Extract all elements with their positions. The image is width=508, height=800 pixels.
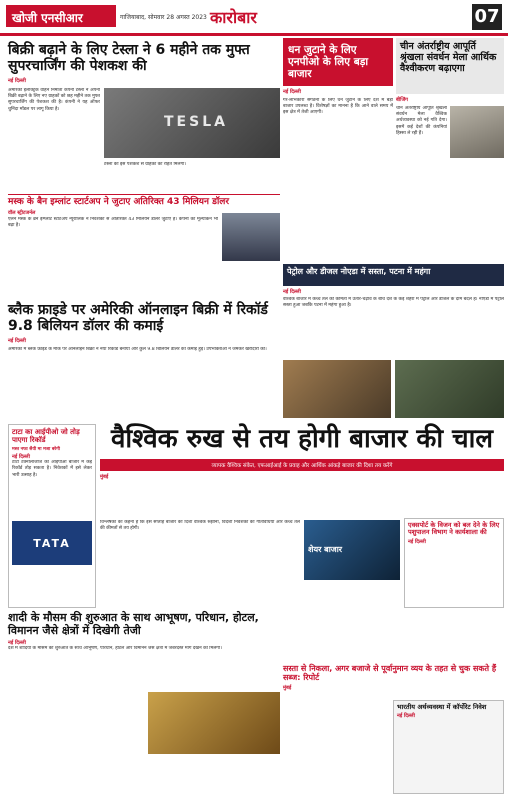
story-expo-byline: नई दिल्ली [408,538,426,545]
story-musk-body: एलन मस्क के ब्रेन इम्प्लांट स्टार्टअप न्यूरालिंक ने निवेशकों से अतिरिक्त 43 मिलियन डॉलर जुटाए हैं। कंपनी का मूल्यांकन भी बढ़ा है। [8,217,218,229]
story-wedding-body: देश में शादियों के मौसम की शुरुआत के साथ आभूषण, परिधान, होटल और विमानन जैसे क्षेत्रों में जबरदस्त मांग देखने को मिलेगी। [8,646,222,652]
musk-photo [222,213,280,261]
story-gold-byline: मुंबई [283,685,292,692]
jewelry-photo [148,692,280,754]
story-tesla-caption: टेस्ला की इस पेशकश से ग्राहकों को राहत मिलेगी। [104,162,187,167]
story-musk-byline: वॉल स्ट्रीटजर्नल [8,210,36,217]
story-oil-box [393,700,504,794]
story-supply-byline: बीजिंग [396,97,408,103]
story-market-headline: वैश्विक रुख से तय होगी बाजार की चाल [110,424,494,454]
story-wedding [8,612,280,796]
column-divider [8,194,280,195]
stock-photo-label: शेयर बाजार [308,545,343,554]
page-number: 07 [472,4,502,30]
story-tata-byline: नई दिल्ली [12,454,30,461]
story-npo-body: गैर-लाभकारी संगठनों के लिए धन जुटाने के लिए देश में बड़ा बाजार उपलब्ध है। विशेषज्ञों का मानना है कि आने वाले समय में इस क्षेत्र में तेजी आएगी। [283,98,393,116]
story-supply-body: चीन अंतर्राष्ट्रीय आपूर्ति श्रृंखला संवर्धन मेला वैश्विक अर्थव्यवस्था को नई गति देगा। इसमें कई देशों की कंपनियां हिस्सा ले रही हैं। [396,106,447,136]
issue-date: गाजियाबाद, सोमवार 28 अगस्त 2023 [120,14,207,21]
story-black-friday [8,302,280,422]
story-friday-byline: नई दिल्ली [8,338,26,345]
story-npo-byline: नई दिल्ली [283,89,301,95]
story-market-byline: मुंबई [100,474,109,481]
story-npo-headline: धन जुटाने के लिए एनपीओ के लिए बड़ा बाजार [283,38,393,86]
story-tesla-headline: बिक्री बढ़ाने के लिए टेस्ला ने 6 महीने तक मुफ्त सुपरचार्जिंग की पेशकश की [8,42,250,75]
story-petrol-headline: पेट्रोल और डीजल नोएडा में सस्ता, पटना में महंगा [283,264,504,286]
oil-barrel-photo [395,360,504,418]
tesla-logo: TESLA [164,114,228,130]
story-gold-headline: सस्ता से निकला, अगर बजाजे से पूर्वानुमान व्यय के तहत से चुक सकते हैं सब्ज: रिपोर्ट [283,664,497,683]
story-tesla-byline: नई दिल्ली [8,78,26,85]
tata-logo-photo [12,521,92,565]
story-market-strap: व्यापक वैश्विक संकेत, एफआईआई के प्रवाह और आर्थिक आंकड़े बाजार की दिशा तय करेंगे [100,459,504,471]
story-tata-ipo [8,424,96,608]
story-musk-headline: मस्क के बैन इम्लांट स्टार्टअप ने जुटाए अतिरिक्त 43 मिलियन डॉलर [8,197,230,207]
masthead [0,0,508,36]
story-wedding-headline: शादी के मौसम की शुरुआत के साथ आभूषण, परिधान, होटल, विमानन जैसे क्षेत्रों में दिखेगी तेजी [8,611,259,637]
story-petrol-byline: नई दिल्ली [283,289,301,295]
story-friday-headline: ब्लैक फ्राइडे पर अमेरिकी ऑनलाइन बिक्री में रिकॉर्ड 9.8 बिलियन डॉलर की कमाई [8,302,268,335]
tata-logo-text: TATA [33,536,71,550]
story-expo [404,518,504,608]
tesla-photo [104,88,280,158]
story-musk [8,197,280,295]
story-npo [283,38,393,260]
newspaper-logo: खोजी एनसीआर [6,5,116,27]
story-expo-headline: एक्सपोर्ट के विजन को बल देने के लिए पशुपालन विभाग ने कार्यशाला की [408,521,500,537]
story-oil-byline: नई दिल्ली [397,713,415,720]
story-market-body: विश्लेषकों का कहना है कि इस सप्ताह बाजार की दिशा वैश्विक रुझानों, विदेशी निवेशकों की गतिविधियों और कच्चे तेल की कीमतों से तय होगी। [100,520,300,532]
story-tesla [8,42,280,192]
story-supply-chain [396,38,504,260]
story-tesla-body: अमेरिकी इलेक्ट्रिक वाहन निर्माता कंपनी टेस्ला ने अपनी बिक्री बढ़ाने के लिए नए ग्राहकों को छह महीने तक मुफ्त सुपरचार्जिंग की पेशकश की है। कंपनी ने यह ऑफर चुनिंदा मॉडल पर लागू किया है। [8,88,100,112]
petrol-photo [283,360,391,418]
story-gold [283,664,504,796]
story-wedding-byline: नई दिल्ली [8,640,26,647]
story-petrol-body: वैश्विक बाजार में कच्चे तेल की कीमतों में उतार-चढ़ाव के बीच देश के कई शहरों में पेट्रोल और डीजल के दाम बदले हैं। नोएडा में पेट्रोल सस्ता हुआ जबकि पटना में महंगा हुआ है। [283,297,504,309]
stock-market-photo [304,520,400,580]
story-tata-body: टाटा टेक्नोलॉजीज का आईपीओ बाजार में कई रिकॉर्ड तोड़ सकता है। निवेशकों में इसे लेकर भारी उत्साह है। [12,460,92,478]
expo-photo [450,106,504,158]
story-oil-headline: भारतीय अर्थव्यवस्था में कॉर्पोरेट निवेश [397,703,487,711]
story-tata-sub: मस्त नफा सैयी मा मजा बरेगी [12,447,60,453]
story-tata-headline: टाटा का आईपीओ जो तोड़ पाएगा रिकॉर्ड [12,428,80,445]
story-petrol [283,264,504,420]
story-friday-body: अमेरिका में ब्लैक फ्राइडे के मौके पर ऑनलाइन बिक्री ने नया रिकॉर्ड बनाया और कुल 9.8 बिलियन डॉलर की कमाई हुई। उपभोक्ताओं ने जमकर खरीदारी की। [8,347,267,353]
story-supply-headline: चीन अंतर्राष्ट्रीय आपूर्ति श्रृंखला संवर्धन मेला आर्थिक वैश्वीकरण बढ़ाएगा [396,38,504,94]
section-title: कारोबार [210,8,257,27]
